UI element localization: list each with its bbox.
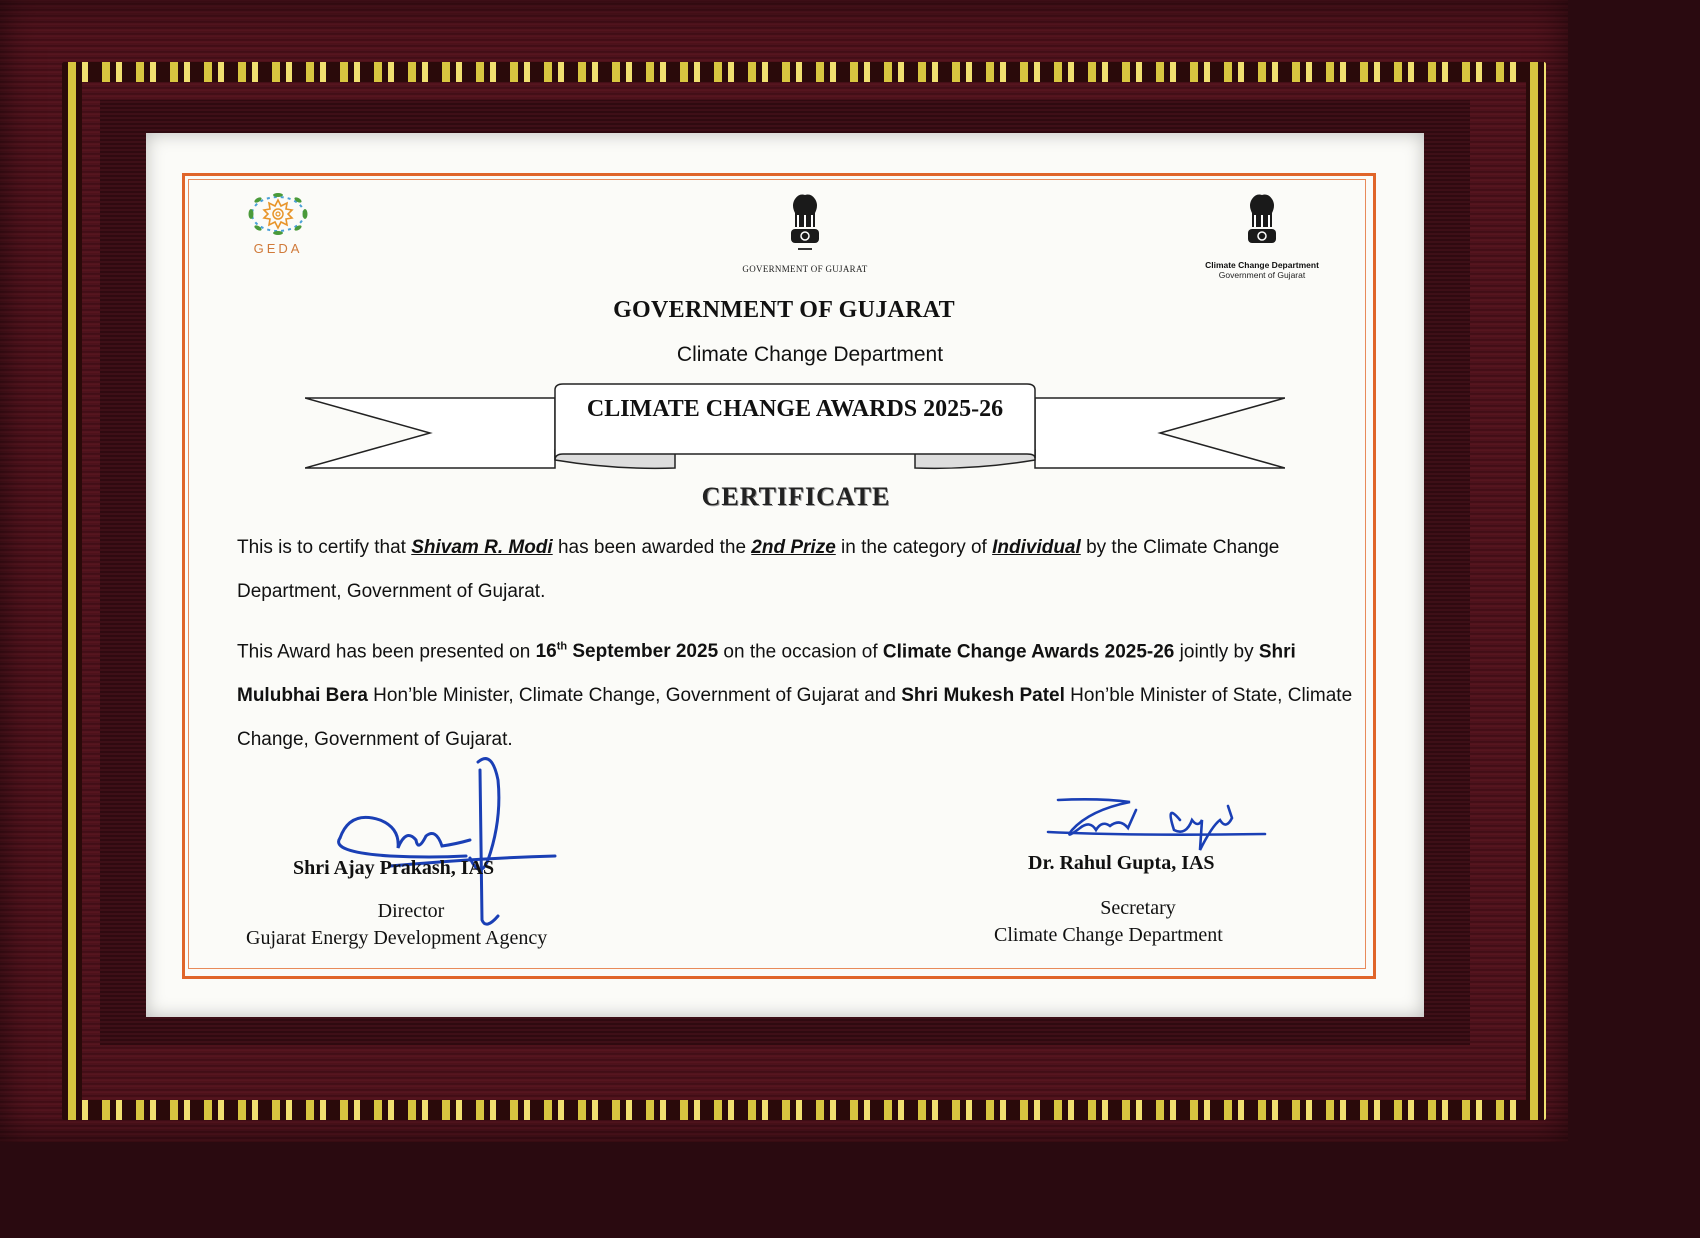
award-date — [536, 641, 719, 662]
ashoka-emblem-icon — [1242, 193, 1282, 255]
text: This is to certify that — [237, 537, 412, 558]
award-category: Individual — [992, 537, 1081, 558]
emblem-caption: GOVERNMENT OF GUJARAT — [742, 264, 868, 274]
state-emblem-center — [730, 193, 880, 274]
signatory-name: Dr. Rahul Gupta, IAS — [1028, 852, 1215, 874]
prize: 2nd Prize — [751, 537, 836, 558]
signatory-left — [230, 740, 650, 970]
ccd-logo-line2: Government of Gujarat — [1218, 270, 1306, 280]
signatory-role: Secretary — [1100, 897, 1176, 919]
presenter-2: Shri Mukesh Patel — [901, 685, 1065, 707]
text: on the occasion of — [718, 641, 883, 663]
date-month-year: September 2025 — [567, 641, 719, 663]
geda-sun-icon — [243, 192, 313, 236]
signature-rahul-gupta — [980, 780, 1300, 860]
certificate-subtitle: Climate Change Department — [676, 343, 944, 366]
geda-logo — [240, 192, 316, 256]
signatory-org: Climate Change Department — [994, 924, 1223, 946]
text: This Award has been presented on — [237, 641, 536, 663]
ribbon-banner — [305, 380, 1285, 475]
text: Hon’ble Minister of State, Climate Change, Government of Gujarat. — [237, 685, 1353, 751]
award-name: CLIMATE CHANGE AWARDS 2025-26 — [586, 396, 1004, 422]
signatory-name: Shri Ajay Prakash, IAS — [293, 857, 495, 879]
presenter-1: Shri Mulubhai Bera — [237, 641, 1296, 707]
signatory-right — [980, 780, 1300, 960]
recipient-name: Shivam R. Modi — [411, 537, 553, 558]
certificate-heading: CERTIFICATE — [701, 482, 891, 511]
certificate-statement — [237, 526, 1357, 614]
ccd-logo-line1: Climate Change Department — [1205, 260, 1319, 270]
text: Hon’ble Minister, Climate Change, Government of Gujarat and — [367, 685, 902, 707]
ccd-logo-right — [1190, 193, 1334, 280]
signatory-org: Gujarat Energy Development Agency — [246, 927, 548, 949]
signatory-role: Director — [377, 900, 445, 922]
date-suffix: th — [556, 641, 568, 653]
ashoka-emblem-icon — [785, 193, 825, 259]
geda-logo-text: GEDA — [253, 241, 303, 256]
date-day: 16 — [535, 641, 557, 663]
text: in the category of — [835, 537, 993, 558]
text: jointly by — [1174, 641, 1259, 663]
certificate-title: GOVERNMENT OF GUJARAT — [613, 297, 955, 323]
text: by the Climate Change Department, Government of Gujarat. — [237, 537, 1280, 602]
event-name: Climate Change Awards 2025-26 — [882, 641, 1175, 663]
text: has been awarded the — [552, 537, 752, 558]
